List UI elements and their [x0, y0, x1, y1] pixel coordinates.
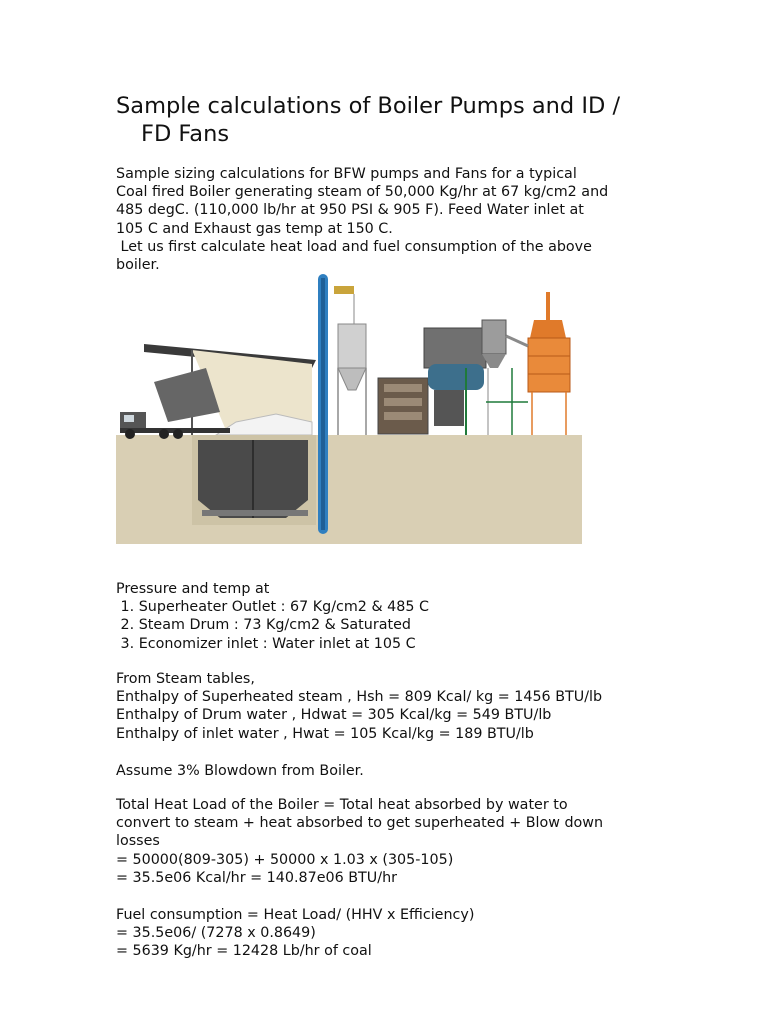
ground — [116, 435, 582, 544]
heat-load-section — [116, 796, 656, 887]
dust-collector — [482, 320, 506, 354]
truck-wheel — [173, 429, 183, 439]
enthalpy-line: Enthalpy of Superheated steam , Hsh = 809 Kcal/ kg = 1456 BTU/lb — [116, 689, 603, 706]
intro-line: 485 degC. (110,000 lb/hr at 950 PSI & 905 F). Feed Water inlet at — [116, 202, 584, 219]
title-line-1: Sample calculations of Boiler Pumps and ID / — [116, 93, 621, 119]
pressure-heading: Pressure and temp at — [116, 581, 270, 597]
steam-drum-structure — [424, 328, 486, 368]
feeder — [202, 510, 308, 516]
pressure-section — [116, 580, 656, 653]
truck-wheel — [159, 429, 169, 439]
intro-line: 105 C and Exhaust gas temp at 150 C. — [116, 220, 393, 237]
boiler-plant-drawing — [116, 272, 582, 544]
heat-load-line: Total Heat Load of the Boiler = Total heat absorbed by water to — [116, 797, 568, 813]
scrubber — [528, 338, 570, 392]
intro-line: Coal fired Boiler generating steam of 50,000 Kg/hr at 67 kg/cm2 and — [116, 184, 609, 201]
pressure-item: 1. Superheater Outlet : 67 Kg/cm2 & 485 C — [116, 599, 429, 616]
truck-wheel — [125, 429, 135, 439]
elevator-inner — [321, 278, 325, 530]
flue-duct — [506, 336, 528, 346]
fuel-section — [116, 906, 656, 961]
steam-tables-heading: From Steam tables, — [116, 671, 255, 687]
intro-line: boiler. — [116, 257, 160, 274]
stack-hood — [530, 320, 566, 338]
fuel-line: Fuel consumption = Heat Load/ (HHV x Efficiency) — [116, 907, 475, 923]
boiler-plant-illustration — [116, 272, 582, 544]
stack-pipe — [546, 292, 550, 320]
heat-load-line: convert to steam + heat absorbed to get superheated + Blow down — [116, 815, 604, 832]
intro-line: Let us first calculate heat load and fuel consumption of the above — [116, 238, 592, 255]
pressure-list — [116, 598, 656, 653]
heat-load-line: = 35.5e06 Kcal/hr = 140.87e06 BTU/hr — [116, 869, 398, 886]
furnace-detail — [384, 412, 422, 420]
title-line-2: FD Fans — [141, 121, 230, 147]
furnace-detail — [384, 398, 422, 406]
economizer — [434, 390, 464, 426]
blowdown-line: Assume 3% Blowdown from Boiler. — [116, 763, 364, 779]
pressure-item: 2. Steam Drum : 73 Kg/cm2 & Saturated — [116, 617, 411, 634]
steam-tables-section — [116, 670, 656, 743]
silo-top — [334, 286, 354, 294]
page-title — [116, 92, 656, 148]
boiler-drum — [428, 364, 484, 390]
heat-load-line: losses — [116, 833, 160, 850]
heat-load-line: = 50000(809-305) + 50000 x 1.03 x (305-105) — [116, 851, 454, 868]
enthalpy-line: Enthalpy of Drum water , Hdwat = 305 Kcal/kg = 549 BTU/lb — [116, 707, 552, 724]
blowdown-paragraph — [116, 762, 656, 780]
pressure-item: 3. Economizer inlet : Water inlet at 105 C — [116, 635, 416, 652]
silo-cone — [338, 368, 366, 390]
fuel-line: = 35.5e06/ (7278 x 0.8649) — [116, 925, 316, 942]
silo — [338, 324, 366, 368]
truck-window — [124, 415, 134, 422]
intro-line: Sample sizing calculations for BFW pumps and Fans for a typical — [116, 166, 577, 182]
intro-paragraph — [116, 165, 656, 274]
fuel-line: = 5639 Kg/hr = 12428 Lb/hr of coal — [116, 943, 372, 960]
furnace-detail — [384, 384, 422, 392]
enthalpy-line: Enthalpy of inlet water , Hwat = 105 Kcal/kg = 189 BTU/lb — [116, 725, 534, 742]
